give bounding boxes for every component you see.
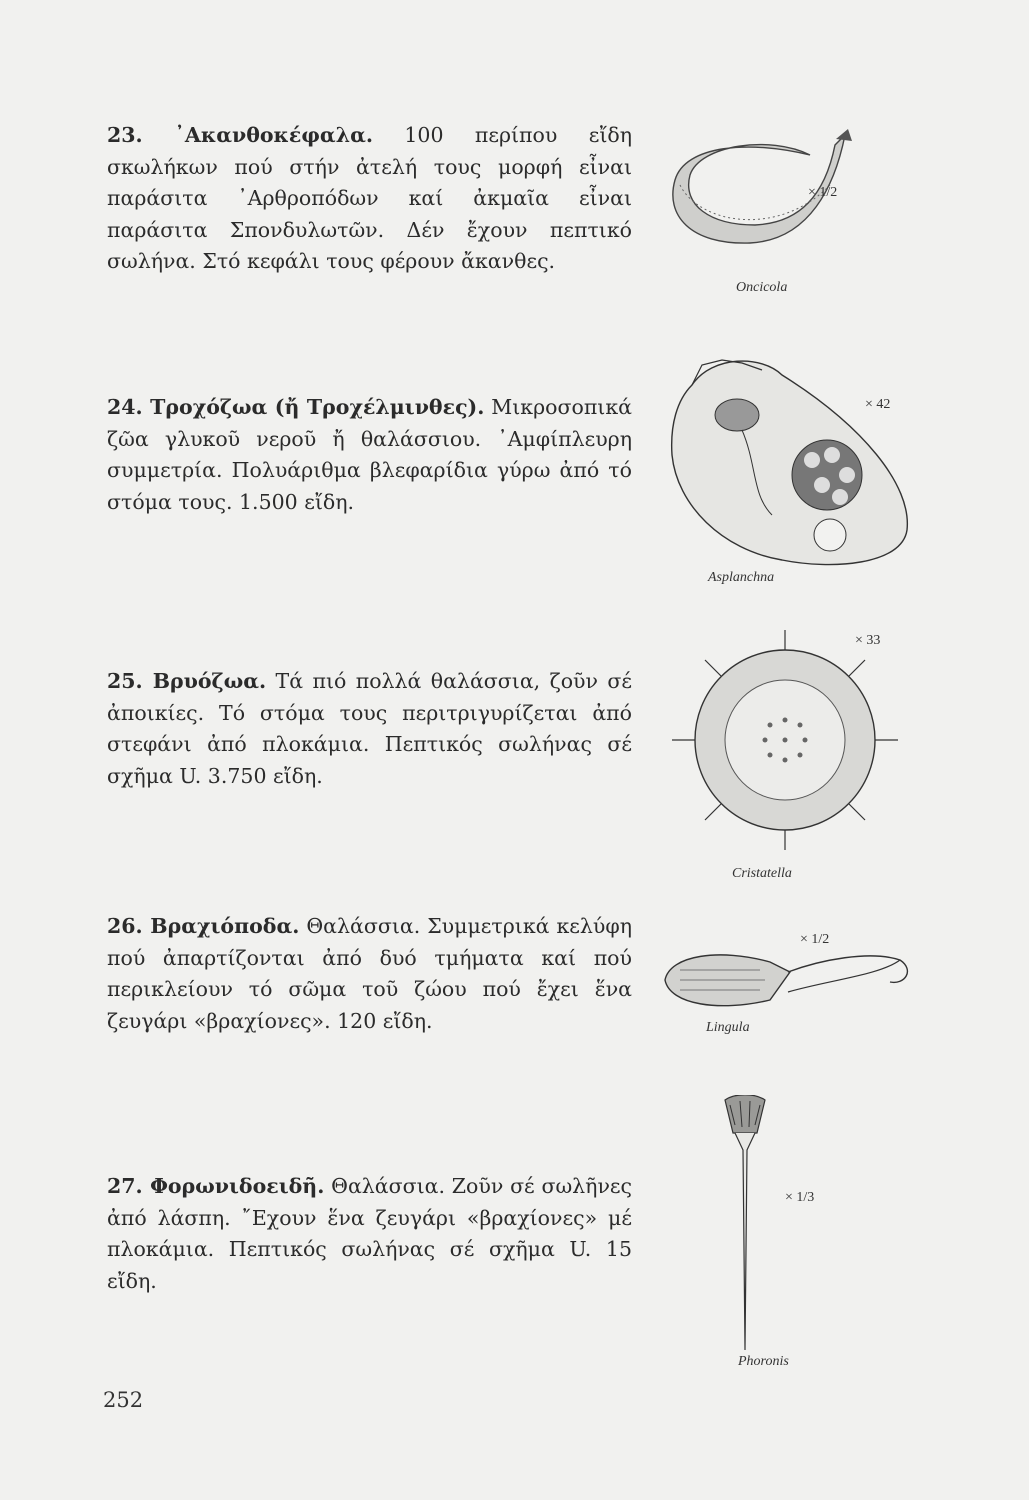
entry-23-heading: 23. ᾿Ακανθοκέφαλα. (107, 123, 373, 147)
entry-24-heading: 24. Τροχόζωα (ἤ Τροχέλμινθες). (107, 395, 485, 419)
entry-25-body: Τά πιό πολλά θαλάσσια, ζοῦν σέ ἀποικίες. Τό στόμα τους περιτριγυρίζεται ἀπό στεφάνι ἀπό πλοκάμια. Πεπτικός σωλήνας σέ σχῆμα U. 3.750 εἴδη. (107, 669, 632, 788)
entry-26-heading: 26. Βραχιόποδα. (107, 914, 300, 938)
entry-25 (107, 666, 632, 792)
asplanchna-illustration (662, 335, 922, 575)
lingula-illustration (660, 940, 930, 1020)
cristatella-illustration (660, 620, 910, 860)
cristatella-label: Cristatella (732, 866, 792, 881)
asplanchna-scale: × 42 (865, 397, 891, 412)
entry-24 (107, 392, 632, 518)
entry-27-body: Θαλάσσια. Ζοῦν σέ σωλῆνες ἀπό λάσπη. ῎Εχουν ἕνα ζευγάρι «βραχίονες» μέ πλοκάμια. Πεπτικός σωλήνας σέ σχῆμα U. 15 εἴδη. (107, 1174, 633, 1293)
lingula-scale: × 1/2 (800, 932, 830, 947)
entry-24-body: Μικροσοπικά ζῶα γλυκοῦ νεροῦ ἤ θαλάσσιου. ᾿Αμφίπλευρη συμμετρία. Πολυάριθμα βλεφαρίδια γύρω ἀπό τό στόμα τους. 1.500 εἴδη. (107, 395, 633, 514)
entry-23-body: 100 περίπου εἴδη σκωλήκων πού στήν ἀτελή τους μορφή εἶναι παράσιτα ᾿Αρθροπόδων καί ἀκμαῖα εἶναι παράσιτα Σπονδυλωτῶν. Δέν ἔχουν πεπτικό σωλήνα. Στό κεφάλι τους φέρουν ἄκανθες. (107, 123, 632, 273)
oncicola-scale: × 1/2 (808, 185, 838, 200)
phoronis-illustration (715, 1095, 775, 1355)
entry-27 (107, 1171, 632, 1297)
lingula-label: Lingula (706, 1020, 750, 1035)
phoronis-scale: × 1/3 (785, 1190, 815, 1205)
cristatella-scale: × 33 (855, 633, 881, 648)
entry-25-heading: 25. Βρυόζωα. (107, 669, 267, 693)
entry-26 (107, 911, 632, 1037)
entry-27-heading: 27. Φορωνιδοειδῆ. (107, 1174, 325, 1198)
entry-23 (107, 120, 632, 278)
asplanchna-label: Asplanchna (708, 570, 775, 585)
phoronis-label: Phoronis (738, 1354, 789, 1369)
entry-26-body: Θαλάσσια. Συμμετρικά κελύφη πού ἀπαρτίζονται ἀπό δυό τμήματα καί πού περικλείουν τό σῶμα τοῦ ζώου πού ἔχει ἕνα ζευγάρι «βραχίονες». 120 εἴδη. (107, 914, 632, 1033)
page-number: 252 (103, 1388, 144, 1412)
oncicola-label: Oncicola (736, 280, 788, 295)
